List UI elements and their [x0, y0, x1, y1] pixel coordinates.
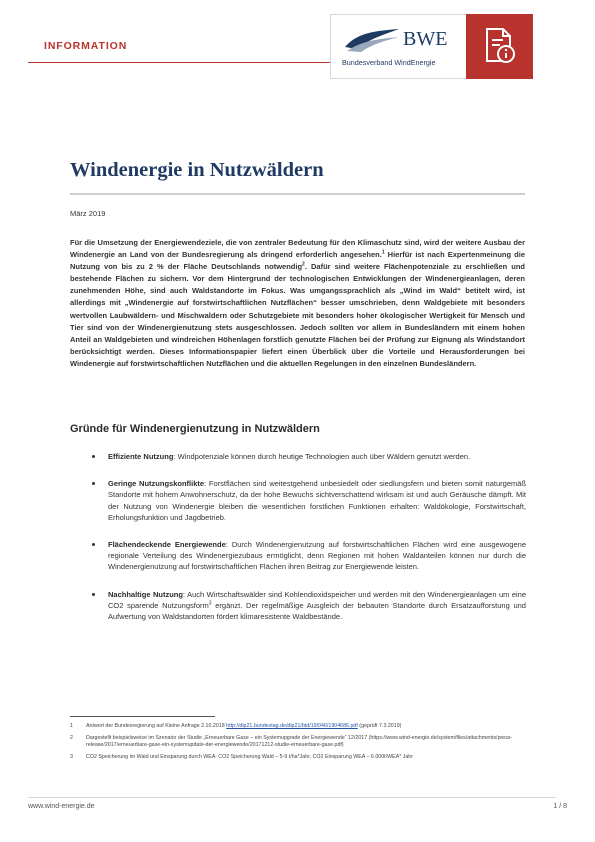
header-divider [28, 62, 330, 63]
section-label: INFORMATION [44, 40, 128, 52]
logo-subtitle: Bundesverband WindEnergie [342, 58, 436, 67]
title-divider [70, 193, 525, 195]
list-item [92, 589, 526, 623]
bullet-text-after: ergänzt. Der regelmäßige Ausgleich der bebauten Standorte durch Ersatzaufforstung und Aufwertung von Waldstandorten fördert klimaresistente Waldbestände. [108, 600, 526, 622]
bullet-text: : Durch Windenergienutzung auf forstwirtschaftlichen Flächen wird eine ausgewogene regionale Verteilung des Windenergiezubaus ermöglicht, denn Regionen mit hohen Waldanteilen können nur durch die Windenergienutzung auf forstwirtschaftlichen Flächen ihren Beitrag zur Energiewende leisten. [108, 540, 526, 572]
bullet-term: Flächendeckende Energiewende [108, 540, 226, 550]
footnote-number: 3 [70, 753, 73, 760]
bullet-text: : Auch Wirtschaftswälder sind Kohlendioxidspeicher und werden mit den Windenergieanlagen um eine CO2 sparende Nutzungsform [108, 589, 526, 610]
document-date: März 2019 [70, 209, 106, 218]
footnote [70, 754, 526, 762]
list-item [92, 539, 526, 573]
page-title: Windenergie in Nutzwäldern [70, 159, 324, 181]
footnotes [70, 723, 526, 765]
footnote-ref-2[interactable]: 2 [302, 261, 305, 268]
bullet-text: : Windpotenziale können durch heutige Technologien auch über Wäldern genutzt werden. [173, 452, 471, 461]
footnote-ref-1[interactable]: 1 [381, 249, 385, 256]
bullet-dot [92, 593, 95, 596]
bullet-term: Effiziente Nutzung [108, 452, 174, 461]
footnote-link[interactable]: http://dip21.bundestag.de/dip21/btd/19/046/1904686.pdf [226, 723, 358, 729]
footnote-divider [70, 716, 215, 717]
footnote-text: Antwort der Bundesregierung auf Kleine Anfrage 2.10.2018 [86, 723, 227, 729]
bullet-dot [92, 455, 95, 458]
footer-divider [28, 797, 556, 798]
page-number: 1 / 8 [553, 803, 567, 810]
intro-text-2: Hierfür ist nach Expertenmeinung die Nutzung von bis zu 2 % der Fläche Deutschlands notwendig [70, 250, 526, 272]
footnote-text-after: (geprüft 7.3.2019) [357, 723, 402, 729]
list-item [92, 478, 526, 523]
intro-paragraph [70, 237, 525, 370]
intro-text-1: Für die Umsetzung der Energiewendeziele, die von zentraler Bedeutung für den Klimaschutz sind, wird der weitere Ausbau der Windenergie an Land von der Bundesregierung als dringend erforderlich angesehen. [70, 238, 525, 260]
bullet-dot [92, 543, 95, 546]
footnote-ref-3[interactable]: 3 [208, 600, 212, 607]
bullet-term: Nachhaltige Nutzung [108, 589, 183, 599]
document-info-icon [484, 27, 516, 65]
footnote-text: CO2 Speicherung im Wald und Einsparung durch WEA: CO2 Speicherung Wald – 5-9 t/ha*Jahr, CO2 Einsparung WEA – 6.000t/WEA* Jahr [86, 753, 414, 760]
footnote [70, 735, 526, 750]
bullet-term: Geringe Nutzungskonflikte [108, 479, 205, 489]
footnote-number: 2 [70, 734, 73, 741]
wind-wave-logo-icon [343, 27, 401, 53]
intro-text-3: . Dafür sind weitere Flächenpotenziale zu erschließen und bestehende Flächen zu sichern. Vor dem Hintergrund der technologischen Entwicklungen der Windenergieanlagen, deren zunehmenden Höhe, sind auch Waldstandorte im Fokus. Was umgangssprachlich als „Wind im Wald“ betitelt wird, ist allerdings mit „Windenergie auf forstwirtschaftlichen Nutzflächen“ besser umschrieben, denn Waldgebiete mit besonders wertvollen Laubwäldern- und Mischwaldern oder Schutzgebiete mit besonders hoher ökologischer Wertigkeit für Mensch und Tier sind von der Windenergienutzung stets ausgeschlossen. Jedoch sollten vor allem in Bundesländern mit einem hohen Anteil an Waldgebieten und windreichen Höhenlagen forstlich genutzte Flächen bei der Prüfung zur Eignung als Windstandort berücksichtigt werden. Dieses Informationspapier liefert einen Überblick über die Vorteile und Herausforderungen bei Windenergie auf forstwirtschaftlichen Nutzflächen und die aktuellen Regelungen in den einzelnen Bundesländern. [70, 262, 526, 368]
list-item [92, 451, 526, 462]
footnote [70, 723, 526, 731]
bullet-text: : Forstflächen sind weitestgehend unbesiedelt oder siedlungsfern und bieten somit naturgemäß Standorte mit hohem Anwohnerschutz, da der hohe Bewuchs sichtverschattend wirksam ist und auch Geräusche dämpft. Mit der Nutzung von Windenergie bleiben die wesentlichen forstlichen Funktionen erhalten: Waldökologie, Forstwirtschaft, Erholungsfunktion und Jagdbetrieb. [108, 479, 526, 522]
footer-url[interactable]: www.wind-energie.de [28, 803, 95, 810]
logo-wordmark: BWE [403, 28, 448, 50]
section-heading: Gründe für Windenergienutzung in Nutzwäldern [70, 423, 320, 435]
reasons-list [92, 451, 526, 638]
bullet-dot [92, 482, 95, 485]
footnote-number: 1 [70, 723, 73, 729]
footnote-text: Dargestellt beispielsweise im Szenario der Studie „Erneuerbare Gase – ein Systemupgrade der Energiewende“ 12/2017 (https://www.wind-energie.de/system/files/attachments/press-release/2017/erneuerbare-gase-ein-systemupdate-der-energiewende/20171212-studie-erneuerbare-gase.pdf) [86, 734, 513, 749]
bwe-logo [330, 14, 466, 79]
document-badge [466, 14, 533, 79]
